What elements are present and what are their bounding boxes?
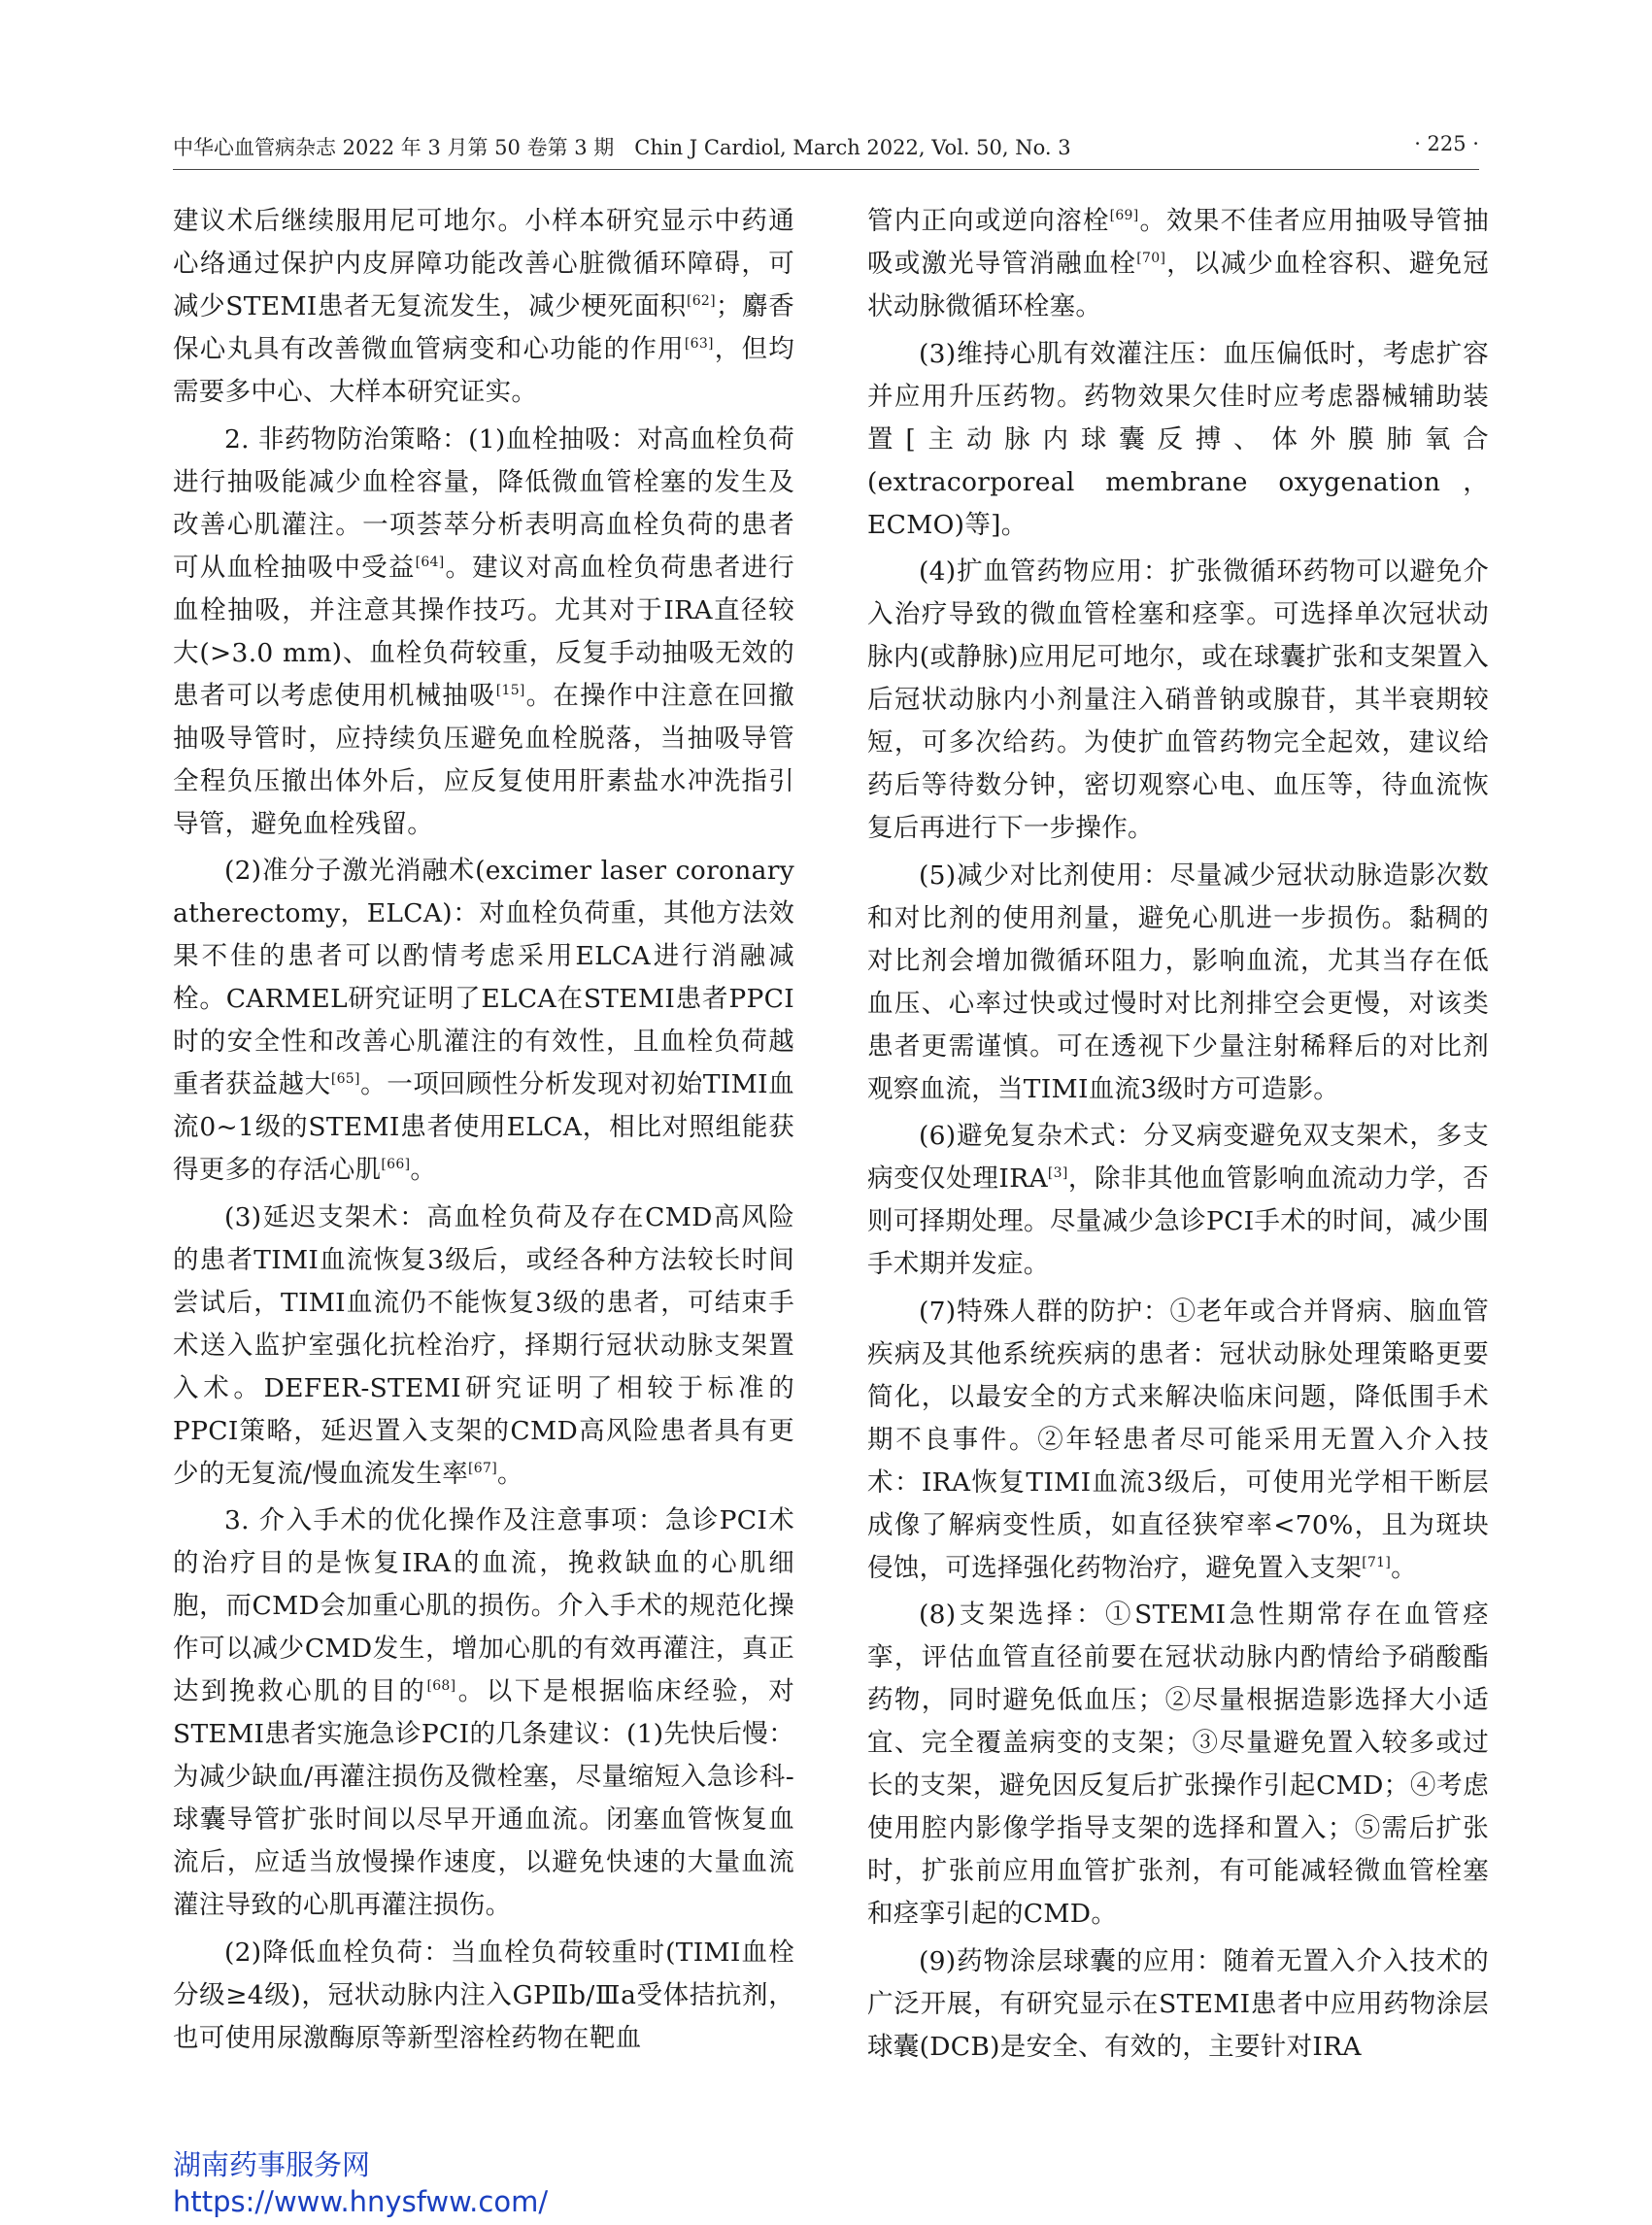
paragraph — [867, 1291, 1489, 1590]
citation-ref: [66] — [381, 1157, 411, 1173]
paragraph-text: 建议术后继续服用尼可地尔。小样本研究显示中药通心络通过保护内皮屏障功能改善心脏微循环障碍，可减少STEMI患者无复流发生，减少梗死面积 — [173, 206, 794, 321]
paragraph — [173, 850, 794, 1192]
paragraph — [867, 1115, 1489, 1286]
citation-ref: [64] — [415, 554, 445, 570]
header-divider — [173, 169, 1479, 170]
watermark-footer — [173, 2146, 548, 2220]
paragraph — [173, 1500, 794, 1927]
paragraph-text: (2)准分子激光消融术(excimer laser coronary atherectomy，ELCA)：对血栓负荷重，其他方法效果不佳的患者可以酌情考虑采用ELCA进行消融减栓。CARMEL研究证明了ELCA在STEMI患者PPCI时的安全性和改善心肌灌注的有效性，且血栓负荷越重者获益越大 — [173, 856, 794, 1099]
site-name: 湖南药事服务网 — [173, 2148, 371, 2181]
paragraph-text: 。在操作中注意在回撤抽吸导管时，应持续负压避免血栓脱落，当抽吸导管全程负压撤出体外后，应反复使用肝素盐水冲洗指引导管，避免血栓残留。 — [173, 680, 794, 839]
citation-ref: [68] — [426, 1678, 456, 1695]
paragraph-text: (2)降低血栓负荷：当血栓负荷较重时(TIMI血栓分级≥4级)，冠状动脉内注入GPⅡb/Ⅲa受体拮抗剂，也可使用尿激酶原等新型溶栓药物在靶血 — [173, 1937, 794, 2053]
journal-citation: 中华心血管病杂志 2022 年 3 月第 50 卷第 3 期 Chin J Cardiol, March 2022, Vol. 50, No. 3 — [173, 136, 1071, 159]
left-column — [173, 200, 794, 2064]
paragraph-text: 管内正向或逆向溶栓 — [867, 206, 1110, 236]
paragraph-text: 。 — [496, 1458, 523, 1489]
paragraph-text: ，以减少血栓容积、避免冠状动脉微循环栓塞。 — [867, 249, 1489, 321]
paragraph — [173, 1197, 794, 1496]
paragraph — [173, 1932, 794, 2060]
paragraph-text: 3. 介入手术的优化操作及注意事项：急诊PCI术的治疗目的是恢复IRA的血流，挽救缺血的心肌细胞，而CMD会加重心肌的损伤。介入手术的规范化操作可以减少CMD发生，增加心肌的有效再灌注，真正达到挽救心肌的目的 — [173, 1505, 794, 1706]
paragraph-text: ；麝香保心丸具有改善微血管病变和心功能的作用 — [173, 291, 794, 364]
paragraph-text: ，除非其他血管影响血流动力学，否则可择期处理。尽量减少急诊PCI手术的时间，减少围手术期并发症。 — [867, 1163, 1489, 1279]
citation-ref: [15] — [495, 682, 525, 698]
site-url-link[interactable]: https://www.hnysfww.com/ — [173, 2185, 549, 2218]
paragraph-text: (7)特殊人群的防护：①老年或合并肾病、脑血管疾病及其他系统疾病的患者：冠状动脉处理策略更要简化，以最安全的方式来解决临床问题，降低围手术期不良事件。②年轻患者尽可能采用无置入介入技术：IRA恢复TIMI血流3级后，可使用光学相干断层成像了解病变性质，如直径狭窄率<70%，且为斑块侵蚀，可选择强化药物治疗，避免置入支架 — [867, 1296, 1489, 1583]
citation-ref: [65] — [330, 1071, 360, 1088]
paragraph-text: 2. 非药物防治策略：(1)血栓抽吸：对高血栓负荷进行抽吸能减少血栓容量，降低微血管栓塞的发生及改善心肌灌注。一项荟萃分析表明高血栓负荷的患者可从血栓抽吸中受益 — [173, 423, 794, 583]
paragraph-text: (3)延迟支架术：高血栓负荷及存在CMD高风险的患者TIMI血流恢复3级后，或经各种方法较长时间尝试后，TIMI血流仍不能恢复3级的患者，可结束手术送入监护室强化抗栓治疗，择期行冠状动脉支架置入术。DEFER-STEMI研究证明了相较于标准的PPCI策略，延迟置入支架的CMD高风险患者具有更少的无复流/慢血流发生率 — [173, 1201, 794, 1489]
paragraph — [867, 1594, 1489, 1936]
paragraph — [867, 855, 1489, 1111]
paragraph-text: (8)支架选择：①STEMI急性期常存在血管痉挛，评估血管直径前要在冠状动脉内酌情给予硝酸酯药物，同时避免低血压；②尽量根据造影选择大小适宜、完全覆盖病变的支架；③尽量避免置入较多或过长的支架，避免因反复后扩张操作引起CMD；④考虑使用腔内影像学指导支架的选择和置入；⑤需后扩张时，扩张前应用血管扩张剂，有可能减轻微血管栓塞和痉挛引起的CMD。 — [867, 1600, 1489, 1929]
paragraph-text: (9)药物涂层球囊的应用：随着无置入介入技术的广泛开展，有研究显示在STEMI患者中应用药物涂层球囊(DCB)是安全、有效的，主要针对IRA — [867, 1945, 1489, 2062]
running-header — [173, 132, 1479, 165]
citation-ref: [71] — [1362, 1554, 1392, 1570]
paragraph-text: 。一项回顾性分析发现对初始TIMI血流0~1级的STEMI患者使用ELCA，相比对照组能获得更多的存活心肌 — [173, 1069, 794, 1185]
paragraph — [867, 551, 1489, 850]
paragraph-text: 。以下是根据临床经验，对STEMI患者实施急诊PCI的几条建议：(1)先快后慢：为减少缺血/再灌注损伤及微栓塞，尽量缩短入急诊科-球囊导管扩张时间以尽早开通血流。闭塞血管恢复血流后，应适当放慢操作速度，以避免快速的大量血流灌注导致的心肌再灌注损伤。 — [173, 1676, 794, 1920]
citation-ref: [70] — [1136, 251, 1166, 267]
right-column — [867, 200, 1489, 2073]
paragraph-text: ，但均需要多中心、大样本研究证实。 — [173, 334, 794, 407]
paragraph-text: 。 — [1391, 1552, 1417, 1583]
citation-ref: [62] — [686, 293, 716, 310]
paragraph — [867, 200, 1489, 328]
page-number: · 225 · — [1414, 132, 1479, 155]
citation-ref: [3] — [1047, 1165, 1068, 1182]
paragraph-text: 。建议对高血栓负荷患者进行血栓抽吸，并注意其操作技巧。尤其对于IRA直径较大(>3.0 mm)、血栓负荷较重，反复手动抽吸无效的患者可以考虑使用机械抽吸 — [173, 552, 794, 711]
citation-ref: [63] — [684, 336, 714, 353]
citation-ref: [67] — [468, 1460, 497, 1476]
citation-ref: [69] — [1109, 208, 1139, 224]
paragraph-text: (3)维持心肌有效灌注压：血压偏低时，考虑扩容并应用升压药物。药物效果欠佳时应考虑器械辅助装置[主动脉内球囊反搏、体外膜肺氧合(extracorporeal membrane oxygenation，ECMO)等]。 — [867, 338, 1489, 540]
paragraph-text: 。效果不佳者应用抽吸导管抽吸或激光导管消融血栓 — [867, 206, 1489, 279]
paragraph-text: 。 — [410, 1155, 437, 1185]
paragraph — [173, 419, 794, 846]
paragraph — [173, 200, 794, 414]
paragraph-text: (5)减少对比剂使用：尽量减少冠状动脉造影次数和对比剂的使用剂量，避免心肌进一步损伤。黏稠的对比剂会增加微循环阻力，影响血流，尤其当存在低血压、心率过快或过慢时对比剂排空会更慢，对该类患者更需谨慎。可在透视下少量注射稀释后的对比剂观察血流，当TIMI血流3级时方可造影。 — [867, 860, 1489, 1104]
paragraph-text: (6)避免复杂术式：分叉病变避免双支架术，多支病变仅处理IRA — [867, 1121, 1489, 1194]
paragraph — [867, 333, 1489, 547]
paragraph-text: (4)扩血管药物应用：扩张微循环药物可以避免介入治疗导致的微血管栓塞和痉挛。可选择单次冠状动脉内(或静脉)应用尼可地尔，或在球囊扩张和支架置入后冠状动脉内小剂量注入硝普钠或腺苷，其半衰期较短，可多次给药。为使扩血管药物完全起效，建议给药后等待数分钟，密切观察心电、血压等，待血流恢复后再进行下一步操作。 — [867, 556, 1489, 843]
paragraph — [867, 1940, 1489, 2069]
